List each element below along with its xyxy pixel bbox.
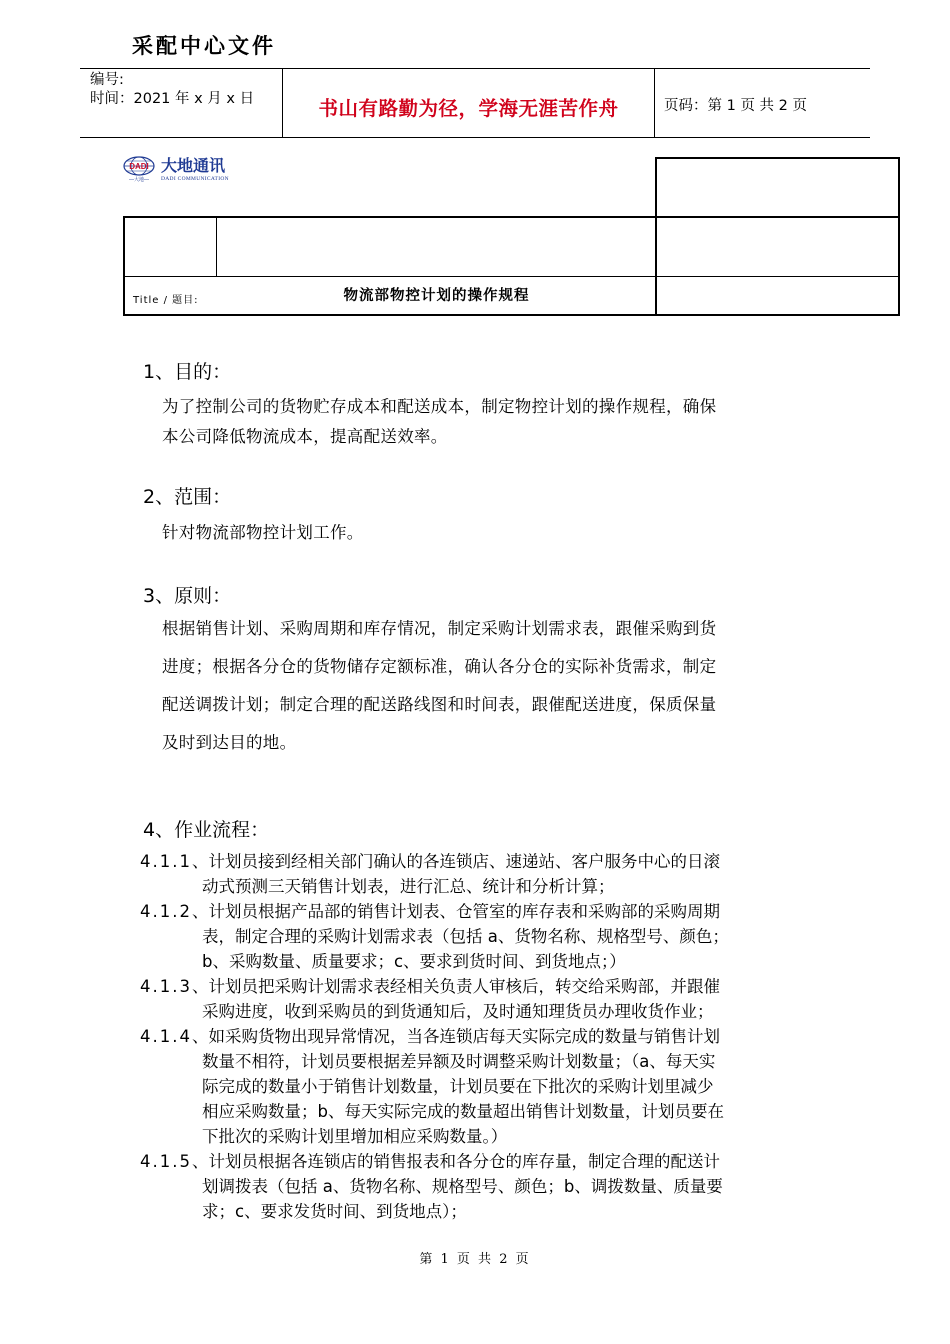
section-body-scope: 针对物流部物控计划工作。 [162, 523, 364, 542]
item-number: 4.1.4 [140, 1027, 192, 1046]
table-border [216, 216, 217, 277]
logo-mark-text: DADI [129, 162, 149, 171]
section-body-purpose [162, 392, 842, 452]
document-org-title: 采配中心文件 [132, 33, 276, 58]
table-border [123, 216, 125, 316]
workflow-item-4-1-5 [140, 1149, 820, 1224]
header-meta [90, 71, 254, 109]
item-line: 、计划员根据产品部的销售计划表、仓管室的库存表和采购部的采购周期 [191, 902, 720, 921]
item-line: 求；c、要求发货时间、到货地点）； [202, 1202, 467, 1221]
item-line: b、采购数量、质量要求；c、要求到货时间、到货地点；） [202, 952, 626, 971]
section-body-principle [162, 610, 852, 762]
item-line: 数量不相符，计划员要根据差异额及时调整采购计划数量；（a、每天实 [202, 1052, 716, 1071]
workflow-item-4-1-1 [140, 849, 820, 899]
body-line: 本公司降低物流成本，提高配送效率。 [162, 427, 448, 446]
section-heading-workflow: 4、作业流程： [143, 819, 270, 841]
table-border [655, 157, 657, 315]
item-line: 际完成的数量小于销售计划数量，计划员要在下批次的采购计划里减少 [202, 1077, 714, 1096]
item-number: 4.1.2 [140, 902, 192, 921]
body-line: 根据销售计划、采购周期和库存情况，制定采购计划需求表，跟催采购到货 [162, 619, 717, 638]
item-line: 划调拨表（包括 a、货物名称、规格型号、颜色；b、调拨数量、质量要 [202, 1177, 723, 1196]
body-line: 及时到达目的地。 [162, 733, 297, 752]
header-divider [654, 69, 655, 137]
item-line: 相应采购数量；b、每天实际完成的数量超出销售计划数量，计划员要在 [202, 1102, 724, 1121]
table-border [123, 216, 900, 218]
item-number: 4.1.1 [140, 852, 192, 871]
time-label: 时间：2021 年 x 月 x 日 [90, 91, 255, 107]
logo-sub-mark: —大地— [128, 177, 150, 182]
logo-cn-name: 大地通讯 [161, 156, 226, 175]
section-heading-principle: 3、原则： [143, 585, 232, 607]
page-footer: 第 1 页 共 2 页 [419, 1252, 531, 1267]
item-line: 、计划员接到经相关部门确认的各连锁店、速递站、客户服务中心的日滚 [191, 852, 720, 871]
item-line: 下批次的采购计划里增加相应采购数量。） [202, 1127, 508, 1146]
page-code: 页码：第 1 页 共 2 页 [664, 98, 807, 114]
company-logo [123, 156, 273, 182]
item-line: 、计划员把采购计划需求表经相关负责人审核后，转交给采购部，并跟催 [191, 977, 720, 996]
item-number: 4.1.5 [140, 1152, 192, 1171]
item-line: 动式预测三天销售计划表，进行汇总、统计和分析计算； [202, 877, 615, 896]
table-border [123, 276, 900, 277]
workflow-item-4-1-2 [140, 899, 820, 974]
section-heading-scope: 2、范围： [143, 486, 232, 508]
body-line: 进度；根据各分仓的货物储存定额标准，确认各分仓的实际补货需求，制定 [162, 657, 717, 676]
body-line: 配送调拨计划；制定合理的配送路线图和时间表，跟催配送进度，保质保量 [162, 695, 717, 714]
globe-logo-icon [123, 156, 273, 182]
title-label: Title / 题目: [133, 295, 199, 306]
table-border [898, 157, 900, 315]
body-line: 为了控制公司的货物贮存成本和配送成本，制定物控计划的操作规程，确保 [162, 397, 717, 416]
workflow-item-4-1-4 [140, 1024, 820, 1149]
table-border [123, 314, 900, 316]
item-line: 表，制定合理的采购计划需求表（包括 a、货物名称、规格型号、颜色； [202, 927, 729, 946]
logo-en-name: DADI COMMUNICATION [161, 176, 229, 182]
doc-title: 物流部物控计划的操作规程 [343, 287, 530, 304]
item-line: 采购进度，收到采购员的到货通知后，及时通知理货员办理收货作业； [202, 1002, 714, 1021]
item-line: 、计划员根据各连锁店的销售报表和各分仓的库存量，制定合理的配送计 [191, 1152, 720, 1171]
table-border [655, 157, 900, 159]
workflow-item-4-1-3 [140, 974, 820, 1024]
section-heading-purpose: 1、目的： [143, 361, 232, 383]
item-number: 4.1.3 [140, 977, 192, 996]
header-box [80, 68, 870, 138]
motto-text: 书山有路勤为径，学海无涯苦作舟 [318, 97, 619, 120]
item-line: 、如采购货物出现异常情况，当各连锁店每天实际完成的数量与销售计划 [191, 1027, 720, 1046]
code-label: 编号: [90, 72, 124, 88]
